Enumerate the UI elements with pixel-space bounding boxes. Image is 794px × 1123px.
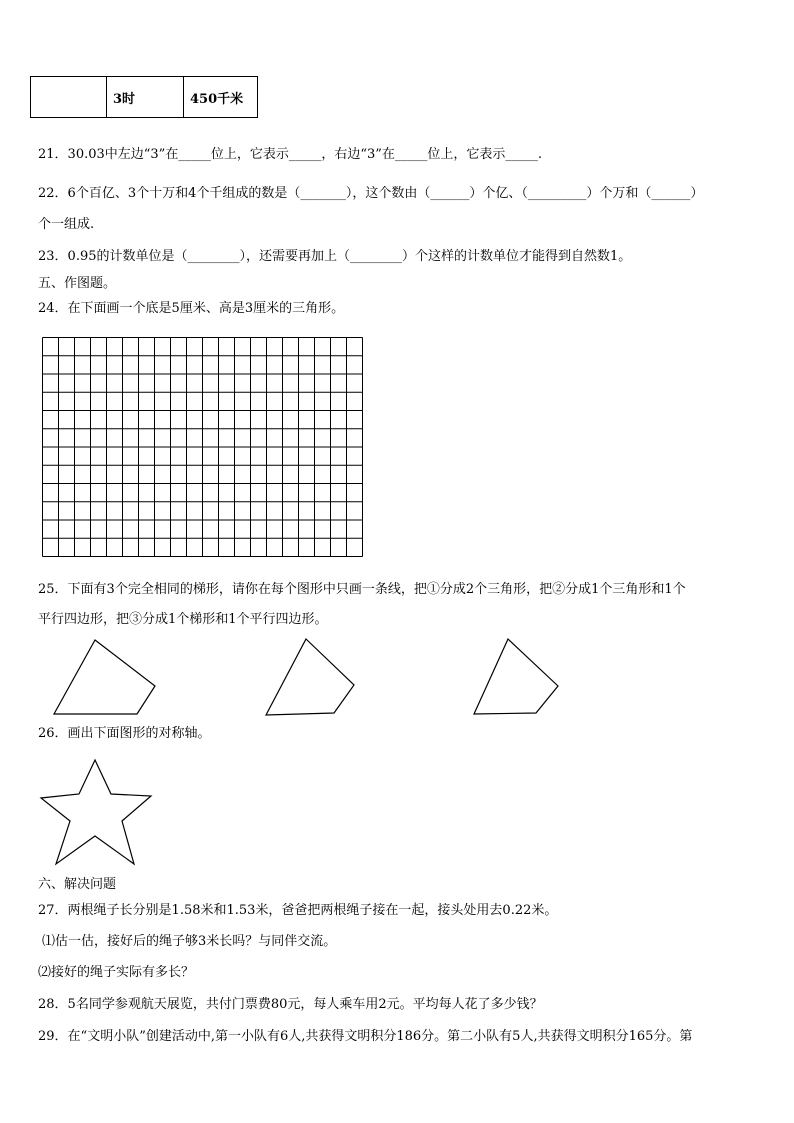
section-heading-5: 五、作图题。 — [38, 276, 117, 291]
trapezoid-1 — [50, 638, 160, 718]
question-28: 28．5名同学参观航天展览，共付门票费80元，每人乘车用2元。平均每人花了多少钱？ — [38, 997, 543, 1012]
question-27-part-2: ⑵接好的绳子实际有多长？ — [38, 965, 195, 980]
table-cell: 450千米 — [184, 77, 258, 118]
question-23: 23．0.95的计数单位是（________），还需要再加上（________）个这样的计数单位才能得到自然数1。 — [38, 249, 632, 264]
table-cell — [31, 77, 107, 118]
table-cell: 3时 — [107, 77, 184, 118]
question-29: 29．在“文明小队”创建活动中,第一小队有6人,共获得文明积分186分。第二小队有5人,共获得文明积分165分。第 — [38, 1029, 693, 1044]
question-27: 27．两根绳子长分别是1.58米和1.53米，爸爸把两根绳子接在一起，接头处用去0.22米。 — [38, 903, 558, 918]
question-21: 21．30.03中左边“3”在_____位上，它表示_____，右边“3”在_____位上，它表示_____. — [38, 147, 543, 162]
question-27-part-1: ⑴估一估，接好后的绳子够3米长吗？与同伴交流。 — [42, 934, 337, 949]
question-25-cont: 平行四边形，把③分成1个梯形和1个平行四边形。 — [38, 612, 328, 627]
drawing-grid — [42, 337, 363, 557]
hexagram-star — [38, 758, 158, 868]
question-22-cont: 个一组成. — [38, 217, 95, 232]
trapezoid-3 — [470, 637, 570, 719]
question-25: 25．下面有3个完全相同的梯形，请你在每个图形中只画一条线，把①分成2个三角形，把②分成1个三角形和1个 — [38, 582, 686, 597]
trapezoid-2 — [262, 637, 362, 719]
question-26: 26．画出下面图形的对称轴。 — [38, 726, 211, 741]
data-table — [30, 76, 258, 118]
question-24: 24．在下面画一个底是5厘米、高是3厘米的三角形。 — [38, 301, 345, 316]
question-22: 22．6个百亿、3个十万和4个千组成的数是（_______），这个数由（______）个亿、（_________）个万和（______） — [38, 186, 704, 201]
section-heading-6: 六、解决问题 — [38, 877, 117, 892]
